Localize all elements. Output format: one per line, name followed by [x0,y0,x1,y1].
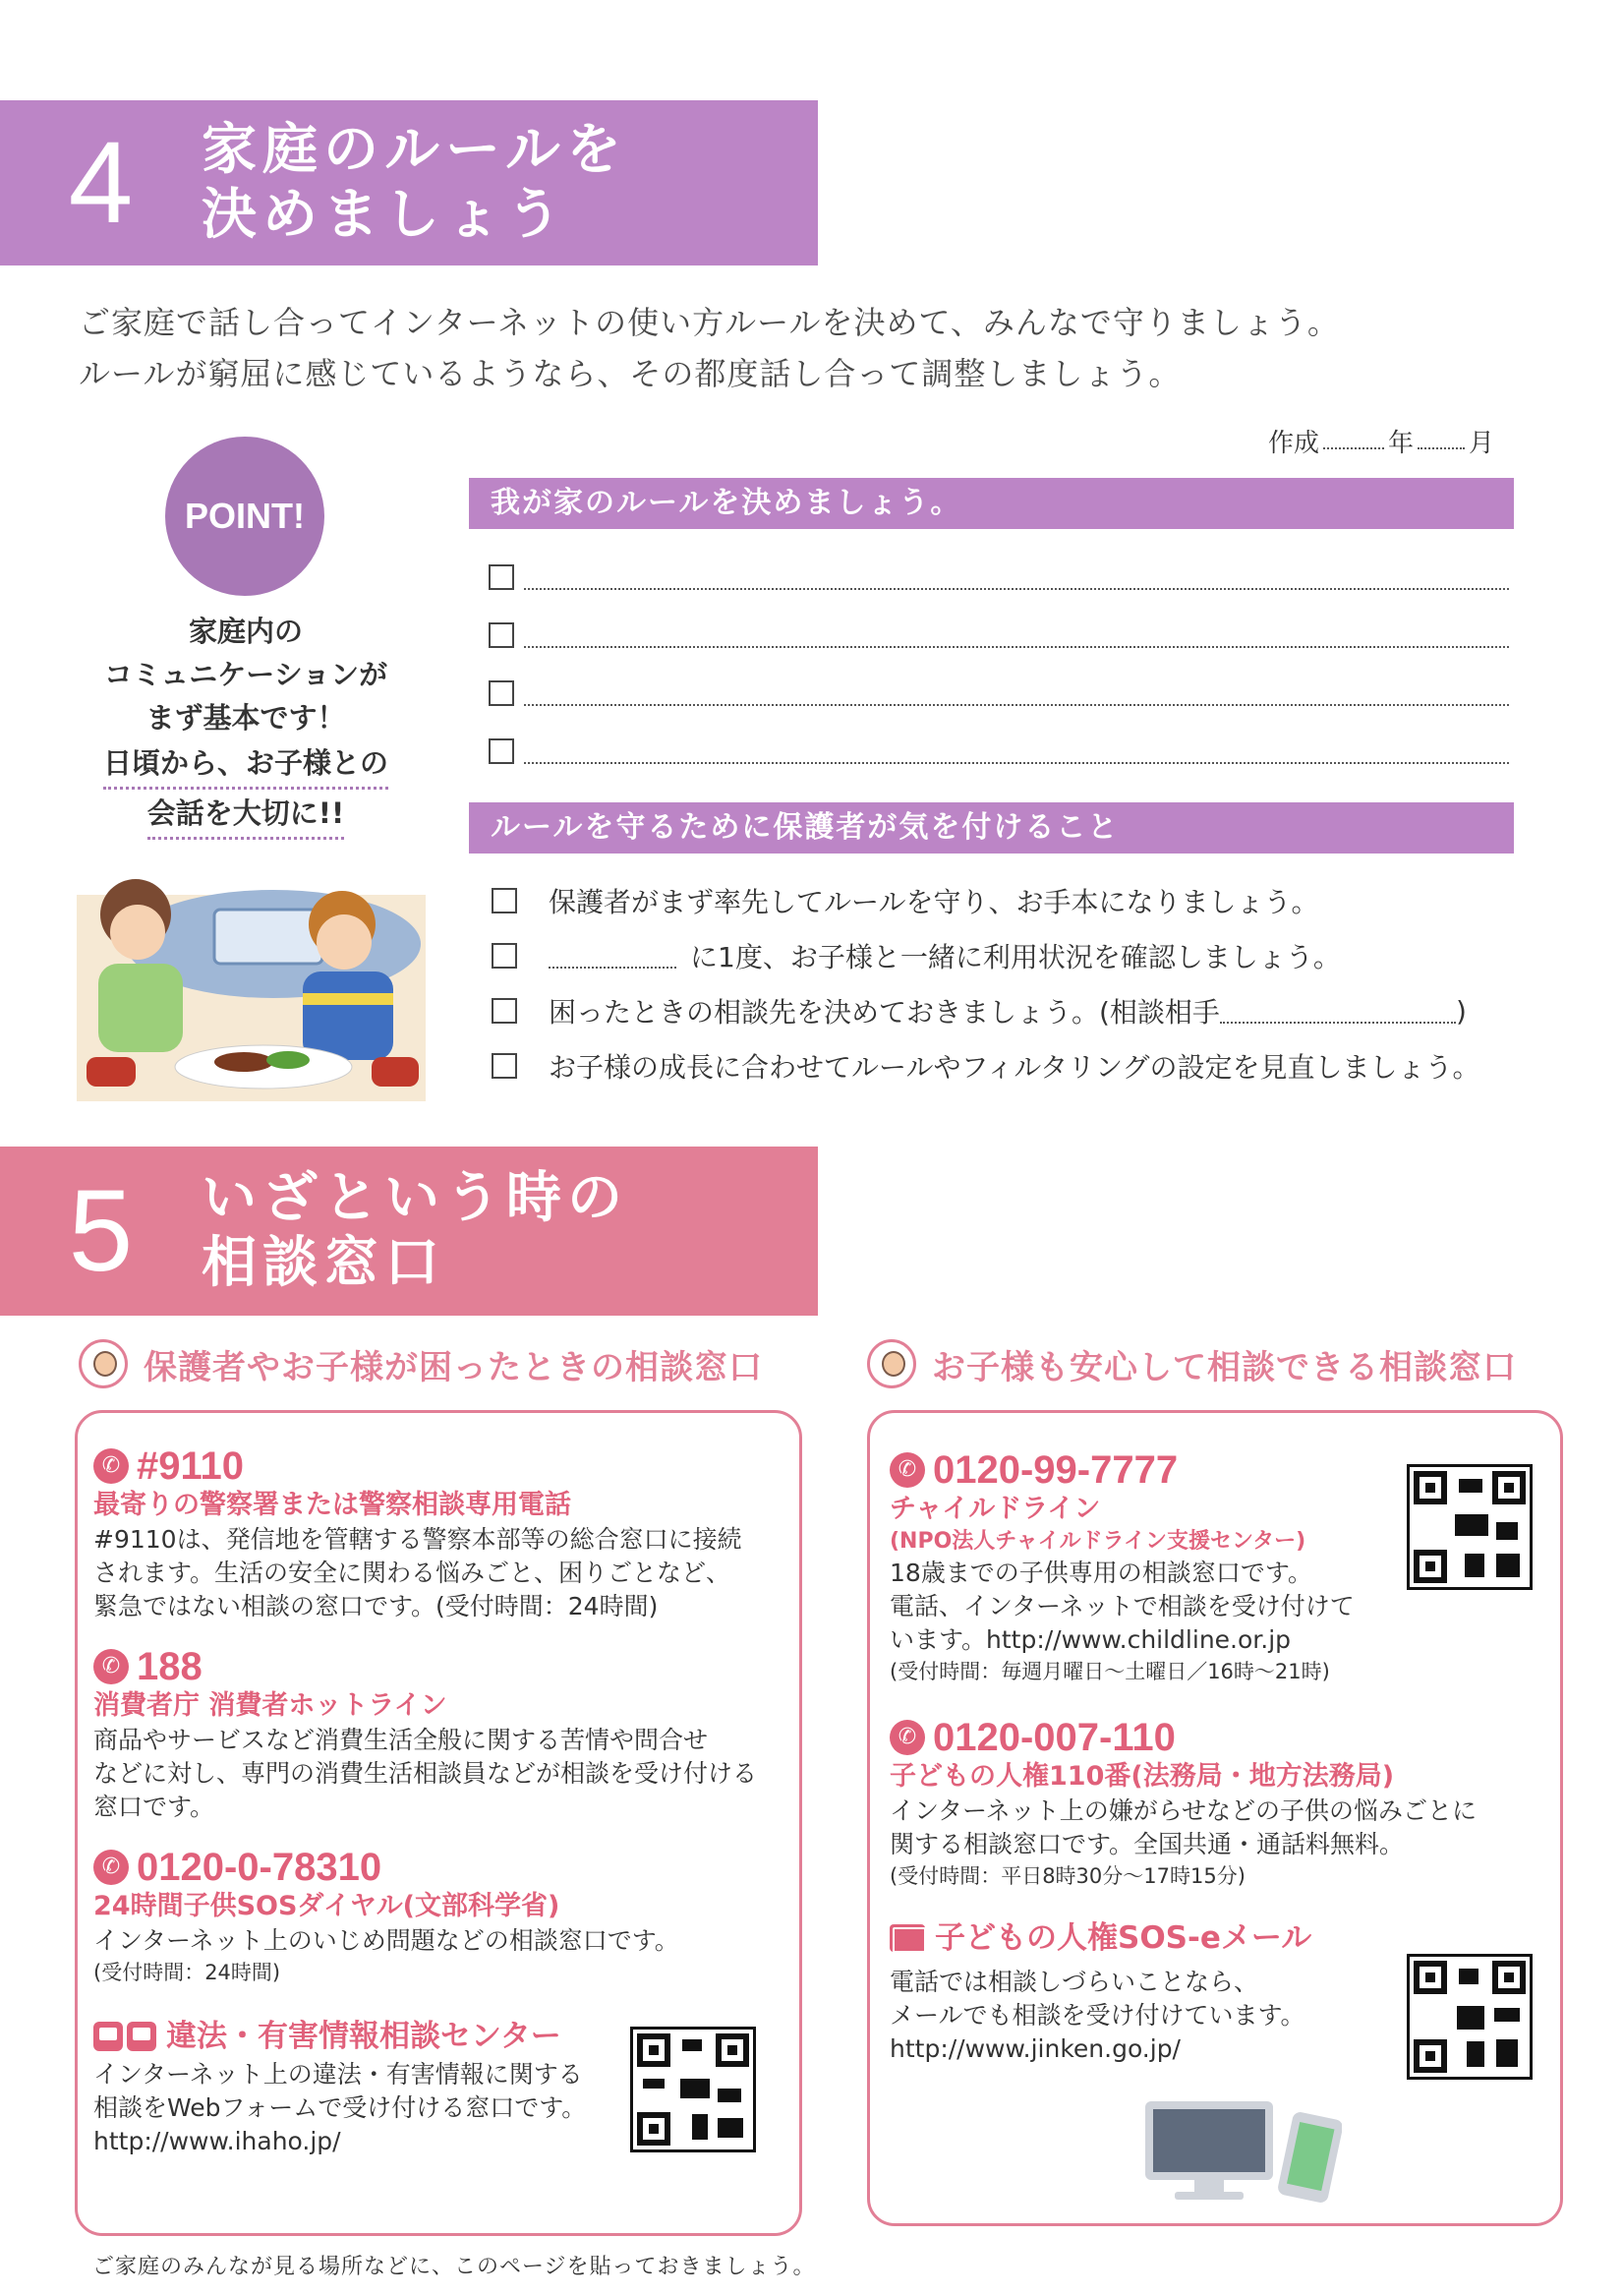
consult-number[interactable]: 0120-99-7777 [933,1448,1179,1492]
care-item-2: に1度、お子様と一緒に利用状況を確認しましょう。 [492,936,1341,975]
consult-entry-188: ✆ 188 消費者庁 消費者ホットライン 商品やサービスなど消費生活全般に関する苦情や問合せ などに対し、専門の消費生活相談員などが相談を受け付ける 窓口です。 [93,1645,758,1821]
care-item-3: 困ったときの相談先を決めておきましょう。(相談相手 ) [492,991,1467,1030]
rule-line-4[interactable] [524,762,1509,764]
family-meal-illustration [77,855,426,1101]
left-consult-heading: 保護者やお子様が困ったときの相談窓口 [79,1339,763,1388]
point-badge: POINT! [165,437,324,596]
qr-code-jinken[interactable] [1407,1954,1533,2080]
mail-icon [890,1924,925,1952]
care-checkbox-1[interactable] [492,888,517,913]
consult-entry-9110: ✆ #9110 最寄りの警察署または警察相談専用電話 #9110は、発信地を管轄する警察本部等の総合窓口に接続 されます。生活の安全に関わる悩みごと、困りごとなど、 緊急ではない相談の窓口です。(受付時間：24時間) [93,1444,742,1620]
right-consult-panel [867,1410,1563,2226]
rule-line-2[interactable] [524,646,1509,648]
consult-entry-jinken-110: ✆ 0120-007-110 子どもの人権110番(法務局・地方法務局) インターネット上の嫌がらせなどの子供の悩みごとに 関する相談窓口です。全国共通・通話料無料。 (受付時間：平日8時30分～17時15分) [890,1716,1478,1888]
guardian-care-title: ルールを守るために保護者が気を付けること [469,802,1514,854]
qr-code-childline[interactable] [1407,1464,1533,1590]
section-4-header [0,100,818,265]
phone-icon: ✆ [93,1448,129,1484]
section-5-title: いざという時の 相談窓口 [202,1166,628,1295]
footer-note: ご家庭のみんなが見る場所などに、このページを貼っておきましょう。 [92,2255,816,2279]
consultant-blank[interactable] [1220,998,1456,1024]
consult-entry-sos-email: 子どもの人権SOS-eメール 電話では相談しづらいことなら、 メールでも相談を受け付けています。 http://www.jinken.go.jp/ [890,1916,1381,2066]
care-checkbox-3[interactable] [492,998,517,1024]
consult-entry-sos-dial: ✆ 0120-0-78310 24時間子供SOSダイヤル(文部科学省) インターネット上のいじめ問題などの相談窓口です。 (受付時間：24時間) [93,1846,679,1984]
consult-number[interactable]: #9110 [137,1444,245,1488]
rule-checkbox-4[interactable] [489,738,514,764]
consult-number[interactable]: 188 [137,1645,203,1688]
consult-number[interactable]: 0120-007-110 [933,1716,1176,1759]
rule-checkbox-3[interactable] [489,680,514,706]
rule-line-1[interactable] [524,588,1509,590]
section-5-number: 5 [68,1166,134,1296]
care-item-1: 保護者がまず率先してルールを守り、お手本になりましょう。 [492,881,1318,920]
care-item-4: お子様の成長に合わせてルールやフィルタリングの設定を見直しましょう。 [492,1046,1480,1086]
consult-entry-childline: ✆ 0120-99-7777 チャイルドライン (NPO法人チャイルドライン支援センター) 18歳までの子供専用の相談窓口です。 電話、インターネットで相談を受け付けて います。http://www.childline.or.jp (受付時間：毎週月曜日～土曜日／16時～21時) [890,1448,1355,1683]
rule-line-3[interactable] [524,704,1509,706]
year-blank[interactable] [1323,447,1384,449]
ihaho-link[interactable]: http://www.ihaho.jp/ [93,2127,341,2155]
family-rules-title: 我が家のルールを決めましょう。 [469,478,1514,529]
phone-icon: ✆ [93,1850,129,1885]
section-4-title: 家庭のルールを 決めましょう [202,118,627,247]
creation-date: 作成 年 月 [1268,429,1495,458]
frequency-blank[interactable] [549,943,676,969]
rule-row-3[interactable] [489,673,1509,710]
rule-row-2[interactable] [489,615,1509,652]
child-avatar-icon [867,1339,916,1388]
section-5-header [0,1147,818,1316]
qr-code-ihaho[interactable] [630,2027,756,2152]
phone-icon: ✆ [93,1649,129,1684]
rule-checkbox-2[interactable] [489,622,514,648]
section-4-number: 4 [68,118,134,248]
phone-icon: ✆ [890,1452,925,1488]
left-consult-panel [75,1410,802,2236]
computer-phone-icon [93,2022,156,2051]
month-blank[interactable] [1418,447,1465,449]
care-checkbox-4[interactable] [492,1053,517,1079]
rule-row-4[interactable] [489,731,1509,768]
point-message: 家庭内の コミュニケーションが まず基本です！ 日頃から、お子様との 会話を大切に!! [59,610,433,840]
consult-number[interactable]: 0120-0-78310 [137,1846,382,1889]
care-checkbox-2[interactable] [492,943,517,969]
rule-checkbox-1[interactable] [489,564,514,590]
rule-row-1[interactable] [489,557,1509,594]
section-4-intro: ご家庭で話し合ってインターネットの使い方ルールを決めて、みんなで守りましょう。 ルールが窮屈に感じているようなら、その都度話し合って調整しましょう。 [79,304,1340,392]
phone-icon: ✆ [890,1720,925,1755]
consult-entry-ihaho: 違法・有害情報相談センター インターネット上の違法・有害情報に関する 相談をWebフォームで受け付ける窓口です。 http://www.ihaho.jp/ [93,2015,605,2158]
jinken-link[interactable]: http://www.jinken.go.jp/ [890,2034,1181,2063]
computer-smartphone-illustration [1145,2101,1342,2209]
guardian-avatar-icon [79,1339,128,1388]
right-consult-heading: お子様も安心して相談できる相談窓口 [867,1339,1517,1388]
